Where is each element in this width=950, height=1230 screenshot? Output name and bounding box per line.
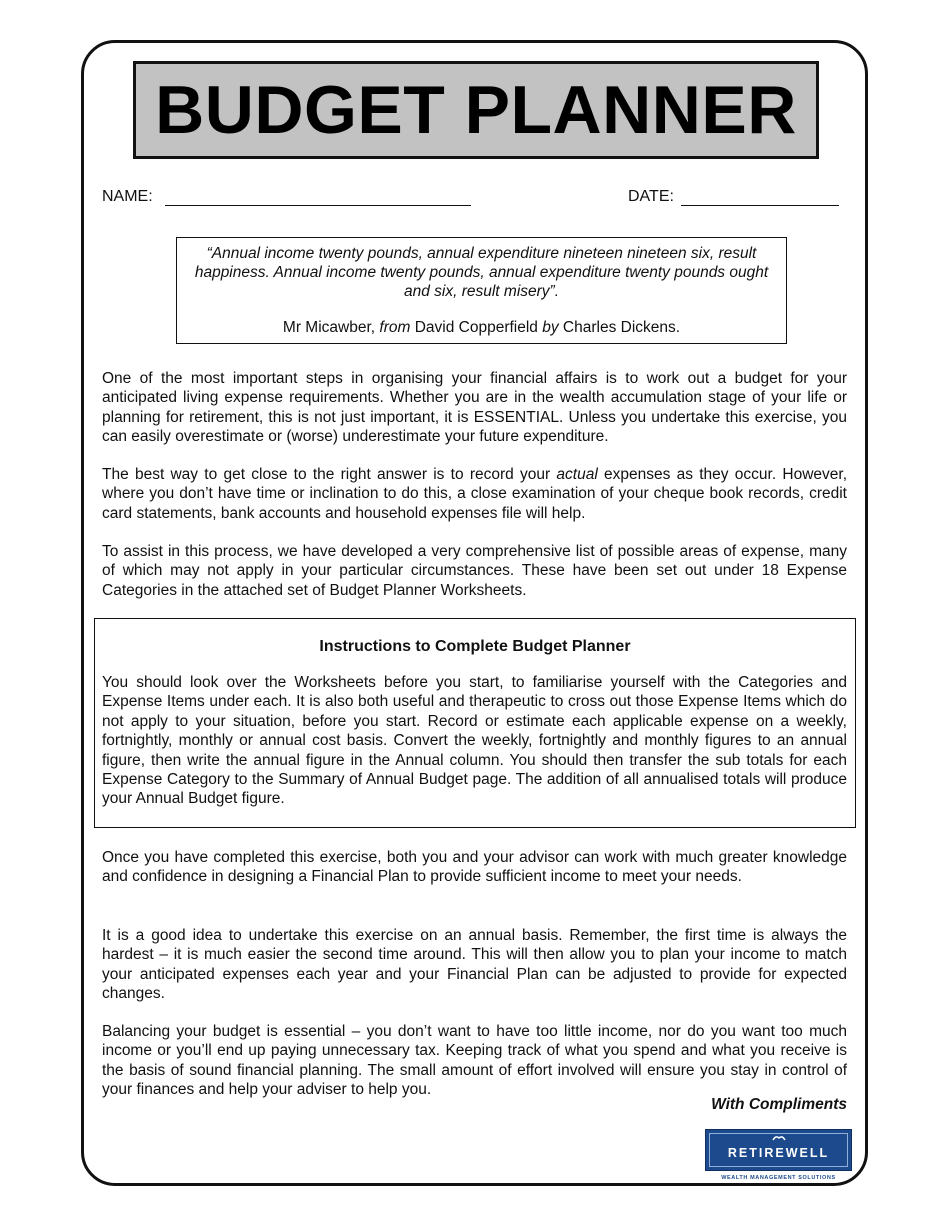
title-banner xyxy=(133,61,819,159)
instructions-heading: Instructions to Complete Budget Planner xyxy=(319,638,631,655)
date-field[interactable] xyxy=(681,205,839,206)
quote-box xyxy=(176,237,787,344)
quote-book: David Copperfield xyxy=(414,319,538,336)
closing-paragraph-2: It is a good idea to undertake this exercise on an annual basis. Remember, the first time is always the hardest – it is much easier the second time around. This will then allow you to plan your income to match your anticipated expenses each year and your Financial Plan can be adjusted to provide for expected changes. xyxy=(102,927,847,1003)
closing-paragraph-1: Once you have completed this exercise, both you and your advisor can work with much greater knowledge and confidence in designing a Financial Plan to provide sufficient income to meet your needs. xyxy=(102,849,847,886)
date-label: DATE: xyxy=(628,188,674,205)
retirewell-logo xyxy=(705,1129,852,1171)
intro-p2-emphasis: actual xyxy=(556,466,598,483)
quote-attribution xyxy=(191,318,772,337)
quote-person: Mr Micawber, xyxy=(282,319,376,336)
logo-tagline: WEALTH MANAGEMENT SOLUTIONS xyxy=(721,1175,836,1181)
intro-paragraph-1: One of the most important steps in organising your financial affairs is to work out a budget for your anticipated living expense requirements. Whether you are in the wealth accumulation stage of your life or planning for retirement, this is not just important, it is ESSENTIAL. Unless you undertake this exercise, you can easily overestimate or (worse) underestimate your future expenditure. xyxy=(102,370,847,446)
with-compliments: With Compliments xyxy=(711,1096,847,1113)
intro-p2-end: expenses as they occur. However, where you don’t have time or inclination to do this, a close examination of your cheque book records, credit card statements, bank accounts and household expenses file will help. xyxy=(102,466,847,522)
quote-text: “Annual income twenty pounds, annual expenditure nineteen nineteen six, result happiness. Annual income twenty pounds, annual expenditure twenty pounds ought and six, result misery”. xyxy=(194,245,769,300)
intro-p2-start: The best way to get close to the right answer is to record your xyxy=(102,466,551,483)
name-label: NAME: xyxy=(102,188,153,205)
quote-by: by xyxy=(542,319,559,336)
name-field[interactable] xyxy=(165,205,471,206)
instructions-box xyxy=(94,618,856,828)
quote-author: Charles Dickens. xyxy=(562,319,681,336)
instructions-text: You should look over the Worksheets before you start, to familiarise yourself with the Categories and Expense Items under each. It is also both useful and therapeutic to cross out those Expense Items which do not apply to your situation, before you start. Record or estimate each applicable expense on a weekly, fortnightly, monthly or annual cost basis. Convert the weekly, fortnightly and monthly figures to an annual figure, then write the annual figure in the Annual column. You should then transfer the sub totals for each Expense Category to the Summary of Annual Budget page. The addition of all annualised totals will produce your Annual Budget figure. xyxy=(102,674,847,808)
closing-paragraph-3: Balancing your budget is essential – you don’t want to have too little income, nor do you want too much income or you’ll end up paying unnecessary tax. Keeping track of what you spend and what you receive is the basis of sound financial planning. The small amount of effort involved will ensure you stay in control of your finances and help your adviser to help you. xyxy=(102,1023,847,1099)
page-border xyxy=(81,40,868,1186)
page-title: BUDGET PLANNER xyxy=(155,72,797,148)
logo-name: RETIREWELL xyxy=(727,1146,830,1160)
intro-paragraph-2 xyxy=(102,465,847,523)
quote-from: from xyxy=(379,319,411,336)
logo-bird-icon xyxy=(772,1134,786,1142)
intro-paragraph-3: To assist in this process, we have developed a very comprehensive list of possible areas of expense, many of which may not apply in your particular circumstances. These have been set out under 18 Expense Categories in the attached set of Budget Planner Worksheets. xyxy=(102,543,847,599)
